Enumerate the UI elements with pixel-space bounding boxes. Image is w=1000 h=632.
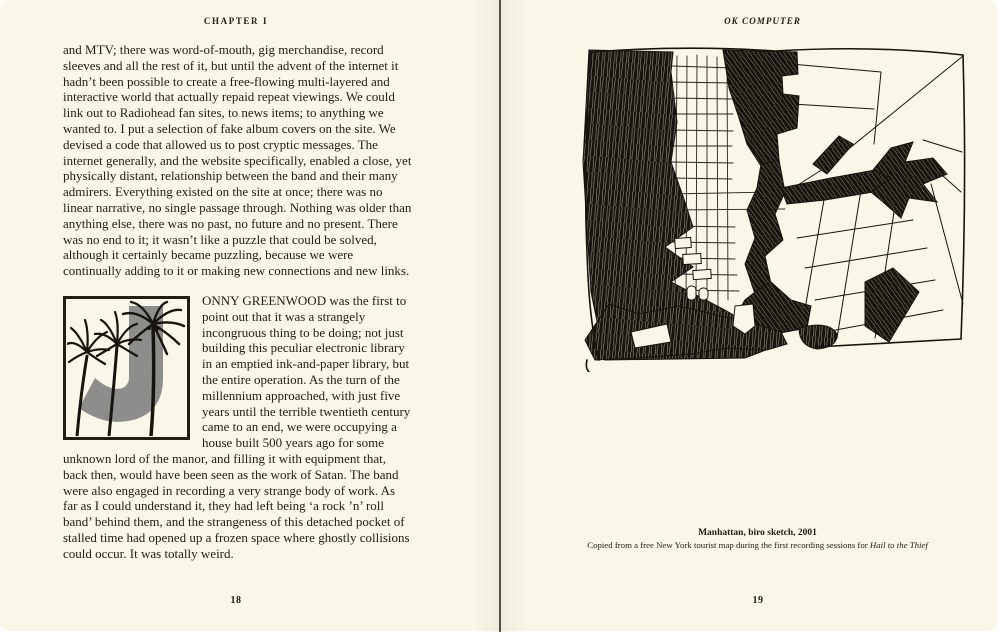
body-paragraph-2-wrap [63, 293, 412, 562]
page-number-right: 19 [752, 595, 764, 606]
dropcap-palm-illustration [63, 296, 190, 440]
gutter-shadow-right [501, 0, 529, 632]
caption-album-title: Hail to the Thief [869, 539, 928, 550]
caption-credit: Copied from a free New York tourist map during the first recording sessions for Hail to the Thief [587, 539, 928, 550]
body-text-block [63, 42, 412, 562]
gutter-shadow-left [471, 0, 499, 632]
caption-title: Manhattan, biro sketch, 2001 [698, 528, 817, 538]
manhattan-biro-sketch [575, 42, 975, 372]
body-paragraph-2: ONNY GREENWOOD was the first to point out that it was a strangely incongruous thing to be doing; not just building this peculiar electronic library in an emptied ink-and-paper library, but the entire operation. As the turn of the millennium approached, with just five years until the terrible twentieth century came to an end, we were occupying a house built 500 years ago for some unknown lord of the manor, and filling it with equipment that, back then, would have been seen as the work of Satan. The band were also engaged in recording a very strange body of work. As far as I could understand it, they had left being ‘a rock ’n’ roll band’ behind them, and the strangeness of this detached pocket of stalled time had opened up a frozen space where ghostly collisions could occur. It was totally weird. [63, 292, 411, 561]
page-number-left: 18 [230, 595, 242, 606]
figure-caption [540, 528, 975, 551]
gutter-line [499, 0, 501, 632]
running-head-book-title: OK COMPUTER [724, 16, 801, 26]
running-head-chapter: CHAPTER I [203, 16, 269, 26]
letter-j-palms-icon [67, 300, 186, 436]
body-paragraph-1: and MTV; there was word-of-mouth, gig merchandise, record sleeves and all the rest of it, but until the advent of the internet it hadn’t been possible to create a free-flowing multi-layered and interactive world that actually repaid repeat viewings. We could link out to Radiohead fan sites, to news items; to anything we wanted to. I put a selection of fake album covers on the site. We devised a code that allowed us to post cryptic messages. The internet generally, and the website specifically, enabled a close, yet physically distant, relationship between the band and their many admirers. Everything existed on the site at once; there was no linear narrative, no single passage through. Nothing was older than anything else, there was no past, no future and no present. There was no end to it; it wasn’t like a puzzle that could be solved, although it certainly became puzzling, because we were continually adding to it or making new connections and new links. [63, 42, 412, 279]
